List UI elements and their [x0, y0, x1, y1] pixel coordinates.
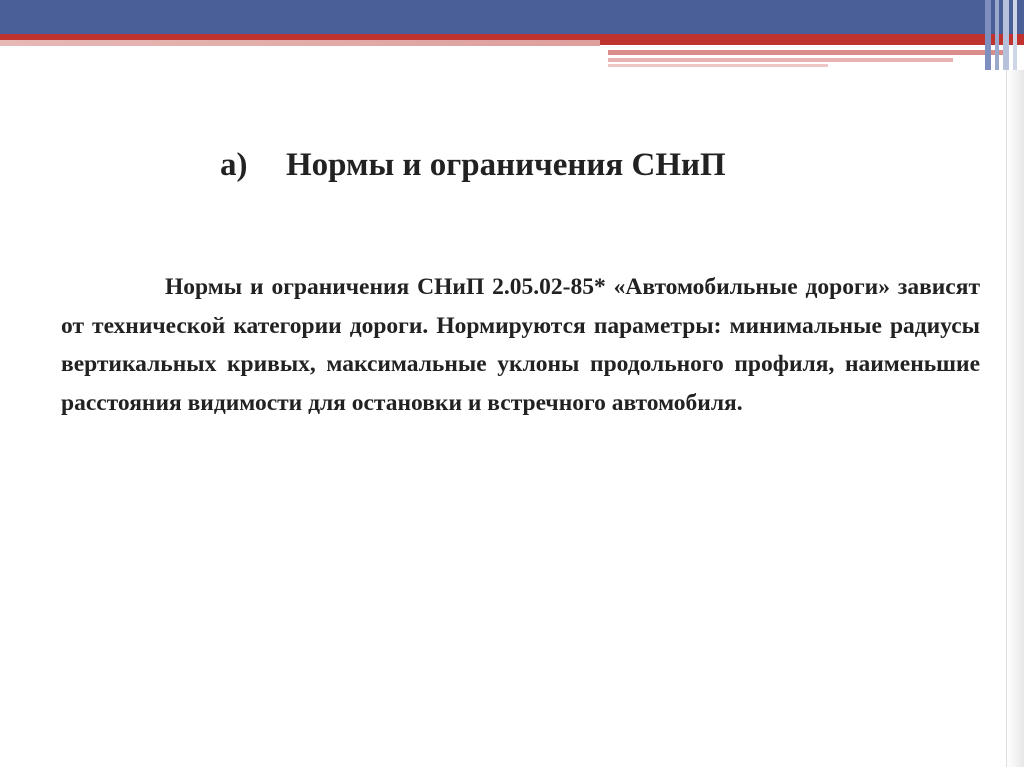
decor-vertical-stripe [995, 0, 999, 70]
slide-heading [220, 147, 920, 184]
decor-vertical-stripe [985, 0, 991, 70]
heading-list-marker: а) [220, 147, 248, 183]
header-band-blue [0, 0, 1024, 34]
heading-title: Нормы и ограничения СНиП [286, 147, 726, 183]
decor-line [608, 64, 828, 67]
header-band-red-fade [0, 40, 600, 46]
decor-vertical-stripe [1013, 0, 1017, 70]
decor-vertical-stripe [1003, 0, 1009, 70]
slide-right-edge [1006, 70, 1024, 767]
decor-line [608, 50, 1008, 55]
decor-line [608, 58, 953, 62]
slide-right-edge-line [1006, 70, 1007, 767]
body-paragraph: Нормы и ограничения СНиП 2.05.02-85* «Автомобильные дороги» зависят от технической категории дороги. Нормируются параметры: минимальные радиусы вертикальных кривых, максимальные уклоны продольного профиля, наименьшие расстояния видимости для остановки и встречного автомобиля. [61, 274, 980, 416]
